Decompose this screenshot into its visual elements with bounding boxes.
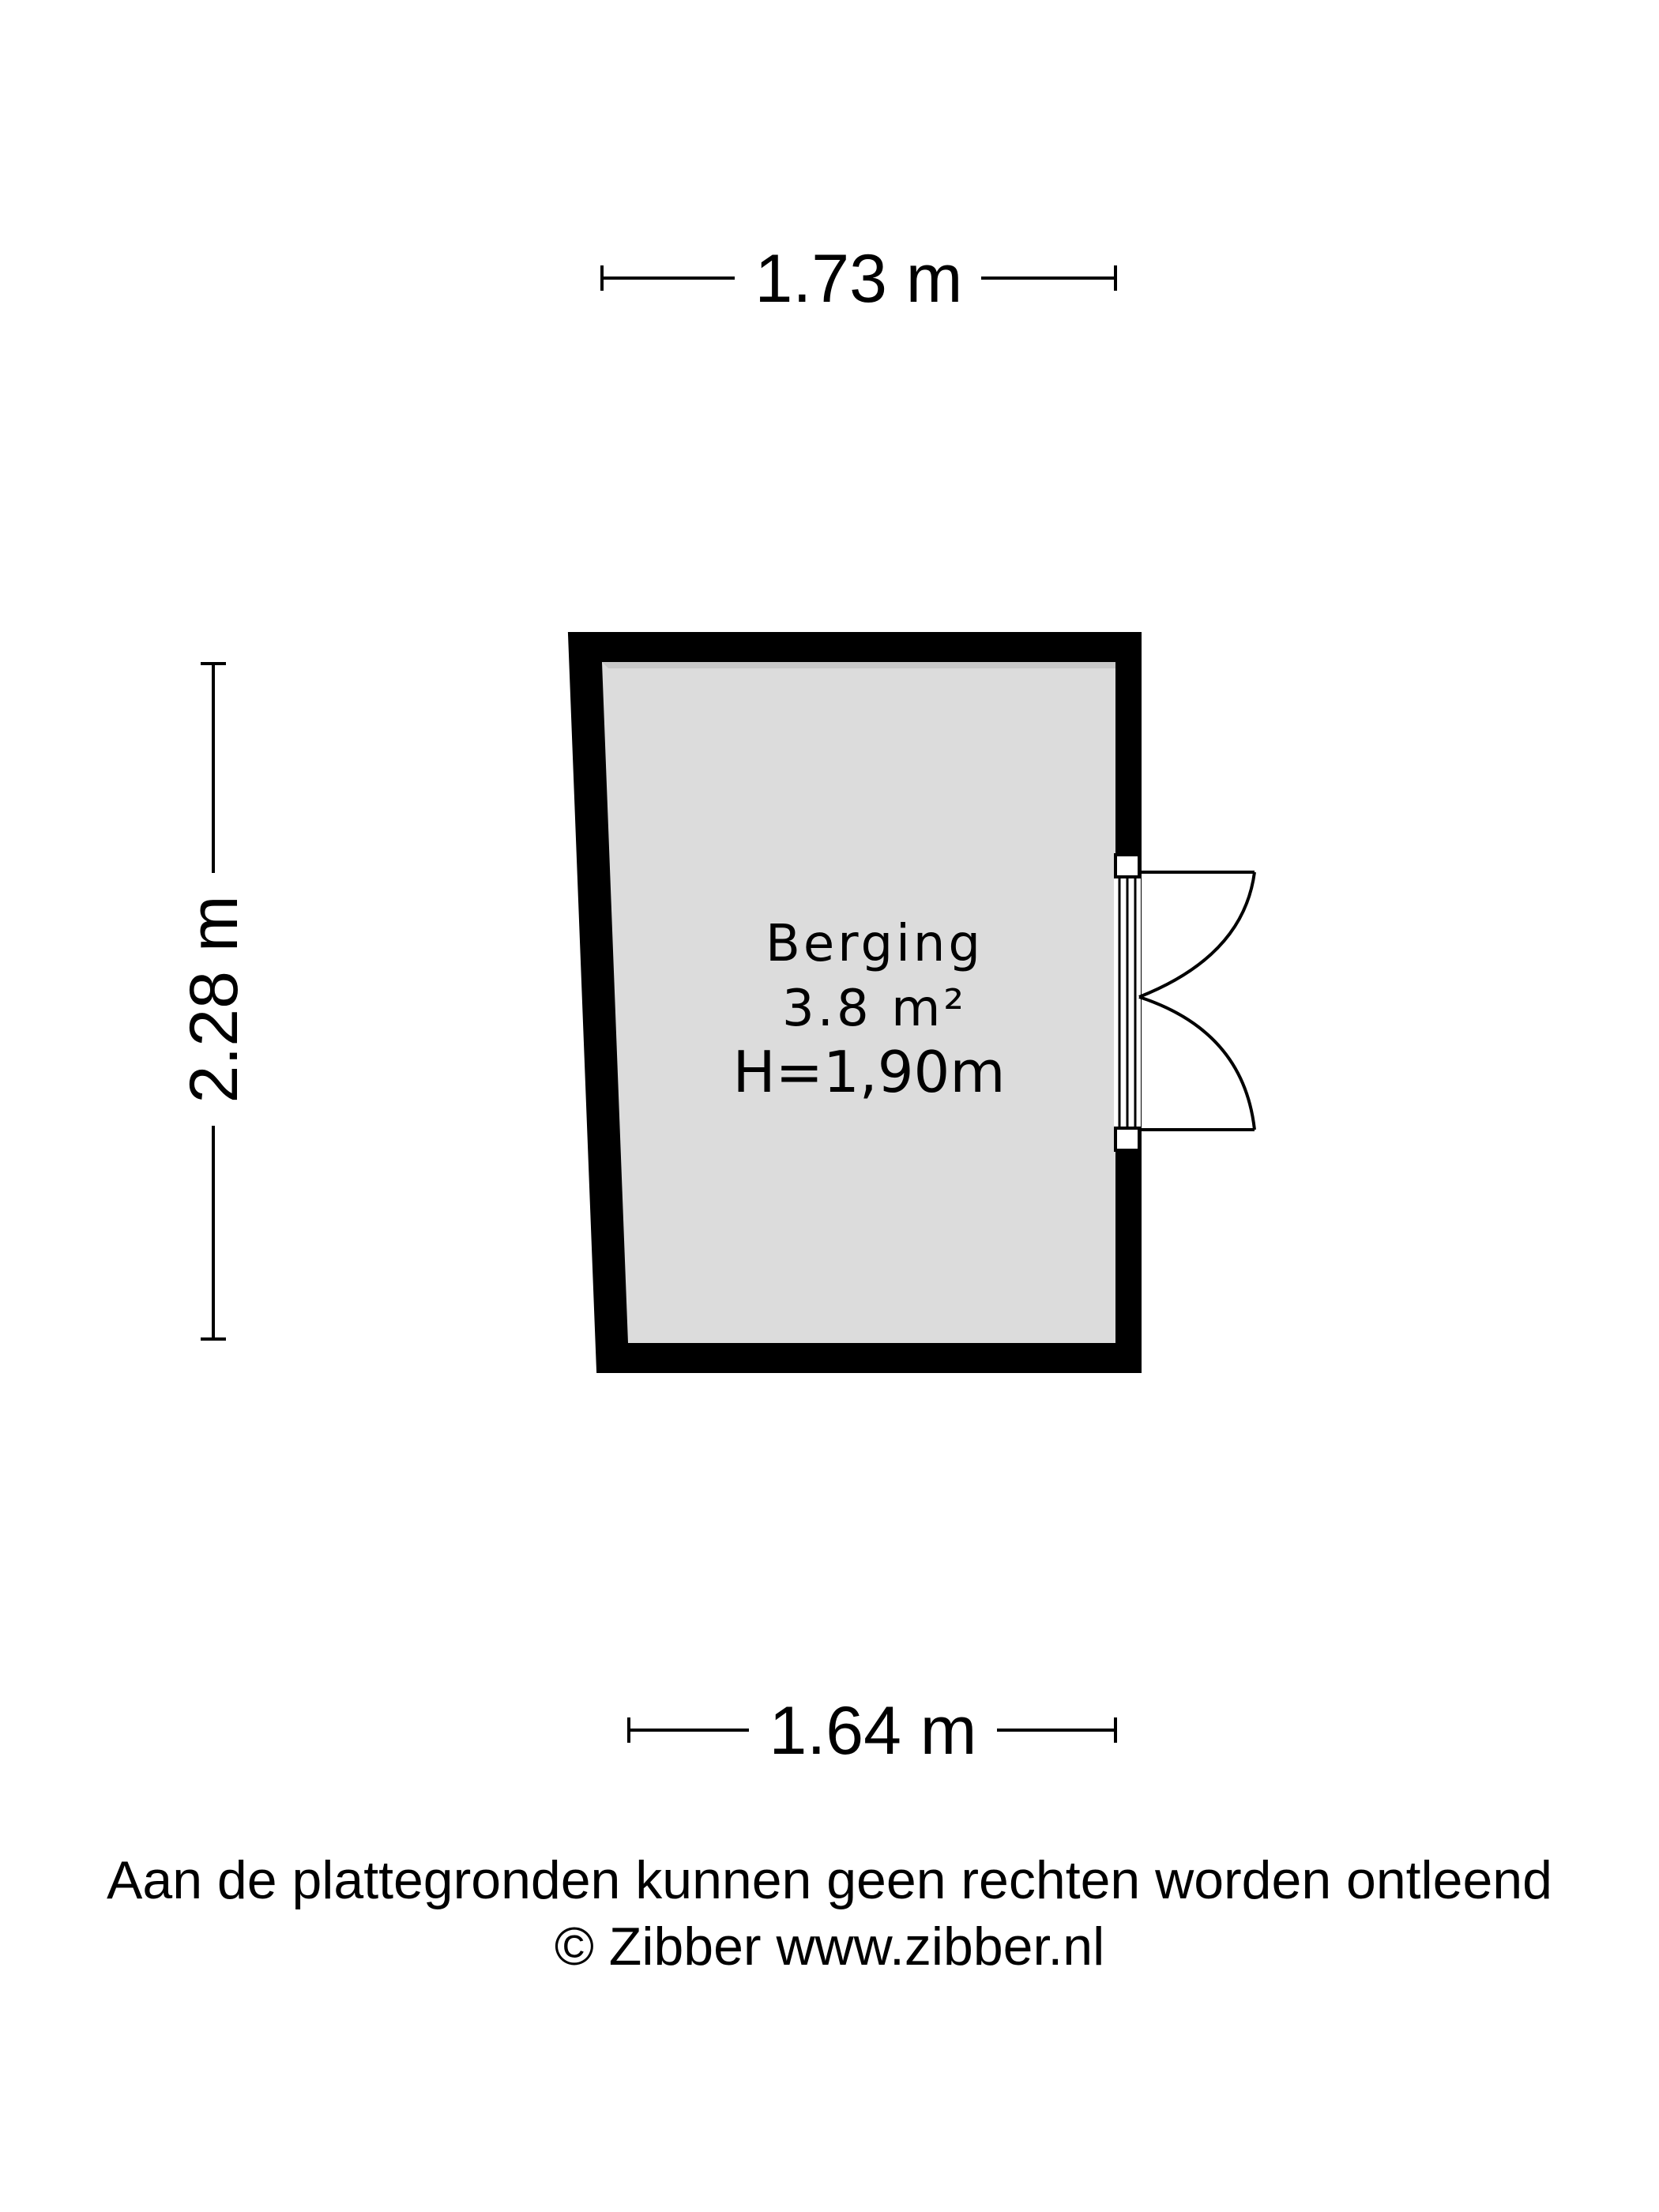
door-frame-bottom xyxy=(1115,1128,1139,1150)
room-area: 3.8 m² xyxy=(781,980,968,1038)
dimension-top-label: 1.73 m xyxy=(754,241,963,317)
room-berging xyxy=(570,634,1255,1371)
room-name: Berging xyxy=(765,915,984,973)
dimension-left xyxy=(176,664,252,1339)
dimension-left-label: 2.28 m xyxy=(176,895,252,1104)
dimension-bottom xyxy=(629,1693,1115,1769)
disclaimer-text: Aan de plattegronden kunnen geen rechten worden ontleend xyxy=(107,1850,1552,1910)
room-floor-edge xyxy=(602,662,1115,668)
dimension-bottom-label: 1.64 m xyxy=(769,1693,977,1769)
door-frame-top xyxy=(1115,855,1139,877)
door-swing-icon xyxy=(1139,872,1255,1130)
dimension-top xyxy=(602,241,1115,317)
room-height: H=1,90m xyxy=(732,1039,1006,1105)
copyright-text: © Zibber www.zibber.nl xyxy=(554,1917,1105,1977)
